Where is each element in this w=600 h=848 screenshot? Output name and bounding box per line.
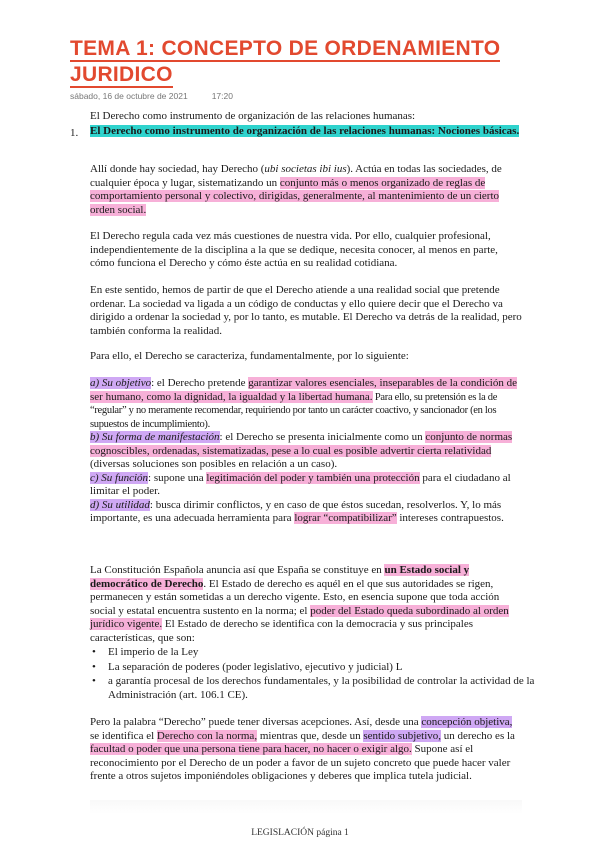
list-item: • a garantía procesal de los derechos fundamentales, y la posibilidad de controlar la actividad de la Administración (art. 106.1 CE).	[108, 675, 540, 702]
paragraph-3: En este sentido, hemos de partir de que el Derecho atiende a una realidad social que pretende ordenar. La sociedad va ligada a un código de conductas y ello quiere decir que el Derecho va dirigido a ordenar la sociedad y, por lo tanto, es mutable. El Derecho va detrás de la realidad, pero también conforma la realidad.	[90, 284, 522, 337]
features-block: a) Su objetivo: el Derecho pretende garantizar valores esenciales, inseparables de la condición de ser humano, como la dignidad, la igualdad y la libertad humana. Para ello, su pretensión es la de “regular” y no meramente recomendar, requiriendo por tanto un carácter coactivo, y sancionador (en los supuestos de incumplimiento). b) Su forma de manifestación: el Derecho se presenta inicialmente como un conjunto de normas cognoscibles, ordenadas, sistematizadas, pese a lo cual es posible advertir cierta relatividad (diversas soluciones son posibles en relación a un caso). c) Su función: supone una legitimación del poder y también una protección para el ciudadano al limitar el poder. d) Su utilidad: busca dirimir conflictos, y en caso de que éstos sucedan, resolverlos. Y, lo más importante, es una adecuada herramienta para lograr “compatibilizar” intereses contrapuestos.	[90, 377, 517, 524]
list-item: • El imperio de la Ley	[108, 646, 540, 660]
list-item: • La separación de poderes (poder legislativo, ejecutivo y judicial) L	[108, 661, 540, 675]
paragraph-4: Para ello, el Derecho se caracteriza, fundamentalmente, por lo siguiente:	[90, 350, 409, 362]
note-date: sábado, 16 de octubre de 2021	[70, 91, 188, 101]
intro-text: El Derecho como instrumento de organización de las relaciones humanas:	[90, 110, 416, 122]
feature-d-label: d) Su utilidad	[90, 498, 150, 511]
paragraph-1: Allí donde hay sociedad, hay Derecho (ubi societas ibi ius). Actúa en todas las sociedades, de cualquier época y lugar, sistematizando un conjunto más o menos organizado de reglas de comportamiento personal y colectivo, dirigidas, generalmente, al mantenimiento de un cierto orden social.	[90, 163, 502, 216]
highlight: conjunto más o menos organizado de reglas de comportamiento personal y colectivo, dirigidas, generalmente, al mantenimiento de un cierto orden social.	[90, 176, 500, 216]
characteristics-list	[90, 646, 540, 703]
feature-c-label: c) Su función	[90, 471, 149, 484]
feature-a-label: a) Su objetivo	[90, 377, 152, 389]
paragraph-2: El Derecho regula cada vez más cuestiones de nuestra vida. Por ello, cualquier profesional, independientemente de la disciplina a la que se dedique, necesita conocer, al menos en parte, cómo funciona el Derecho y cómo éste actúa en su realidad cotidiana.	[90, 230, 498, 269]
feature-b-label: b) Su forma de manifestación	[90, 431, 220, 443]
paragraph-6: Pero la palabra “Derecho” puede tener diversas acepciones. Así, desde una concepción objetiva, se identifica el Derecho con la norma, mientras que, desde un sentido subjetivo, un derecho es la facultad o poder que una persona tiene para hacer, no hacer o exigir algo. Supone así el reconocimiento por el Derecho de un poder a favor de un sujeto concreto que puede hacer valer frente a otros sujetos imponiéndoles obligaciones y deberes que implica tutela judicial.	[90, 716, 515, 782]
paragraph-5: La Constitución Española anuncia así que España se constituye en un Estado social y democrático de Derecho. El Estado de derecho es aquél en el que sus autoridades se rigen, permanecen y están sometidas a un derecho vigente. Esto, en esencia supone que toda acción social y estatal encuentra sustento en la norma; el poder del Estado queda subordinado al orden jurídico vigente. El Estado de derecho se identifica con la democracia y sus principales características, que son:	[90, 564, 509, 644]
section-heading: El Derecho como instrumento de organización de las relaciones humanas: Nociones básicas.	[90, 125, 520, 137]
page-title: TEMA 1: CONCEPTO DE ORDENAMIENTO JURIDICO	[70, 37, 501, 86]
page-bottom-fade	[90, 800, 522, 814]
heading-number: 1.	[70, 127, 79, 139]
page-footer: LEGISLACIÓN página 1	[251, 828, 349, 838]
note-metadata	[70, 91, 233, 101]
note-time: 17:20	[211, 91, 233, 101]
